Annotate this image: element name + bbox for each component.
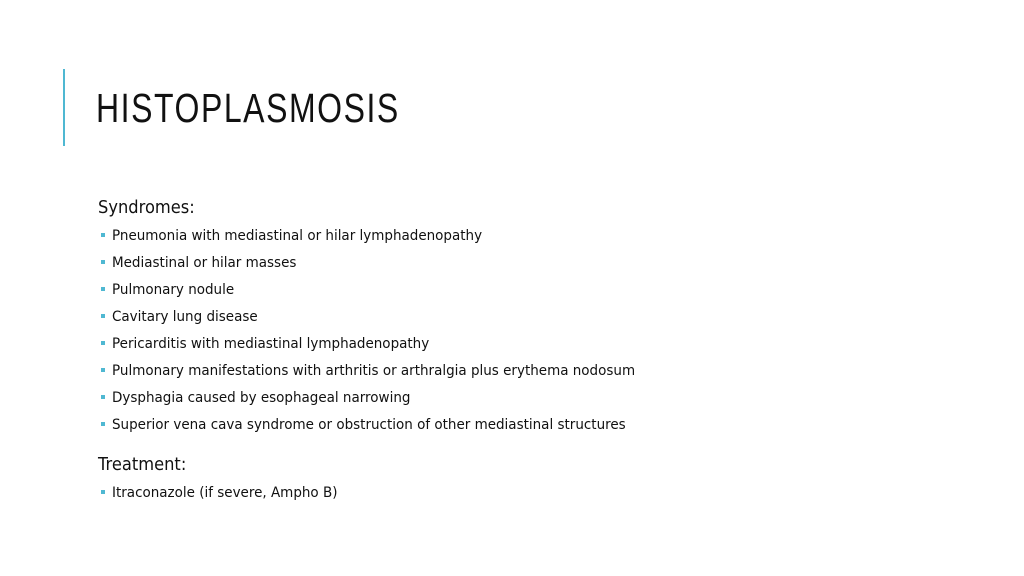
square-bullet-icon — [101, 260, 105, 264]
section-heading-syndromes: Syndromes: — [98, 198, 195, 218]
list-item: Pericarditis with mediastinal lymphadenopathy — [100, 335, 674, 362]
square-bullet-icon — [101, 233, 105, 237]
syndromes-list — [100, 227, 674, 443]
square-bullet-icon — [101, 368, 105, 372]
treatment-list — [100, 484, 354, 511]
square-bullet-icon — [101, 422, 105, 426]
list-item: Superior vena cava syndrome or obstruction of other mediastinal structures — [100, 416, 674, 443]
square-bullet-icon — [101, 395, 105, 399]
list-item: Pulmonary manifestations with arthritis or arthralgia plus erythema nodosum — [100, 362, 674, 389]
section-heading-treatment: Treatment: — [98, 455, 187, 475]
square-bullet-icon — [101, 287, 105, 291]
list-item: Itraconazole (if severe, Ampho B) — [100, 484, 354, 511]
square-bullet-icon — [101, 314, 105, 318]
square-bullet-icon — [101, 490, 105, 494]
title-accent-bar — [63, 69, 65, 146]
list-item: Pneumonia with mediastinal or hilar lymphadenopathy — [100, 227, 674, 254]
list-item: Dysphagia caused by esophageal narrowing — [100, 389, 674, 416]
square-bullet-icon — [101, 341, 105, 345]
list-item: Mediastinal or hilar masses — [100, 254, 674, 281]
list-item: Cavitary lung disease — [100, 308, 674, 335]
slide-title: HISTOPLASMOSIS — [96, 85, 400, 131]
list-item: Pulmonary nodule — [100, 281, 674, 308]
